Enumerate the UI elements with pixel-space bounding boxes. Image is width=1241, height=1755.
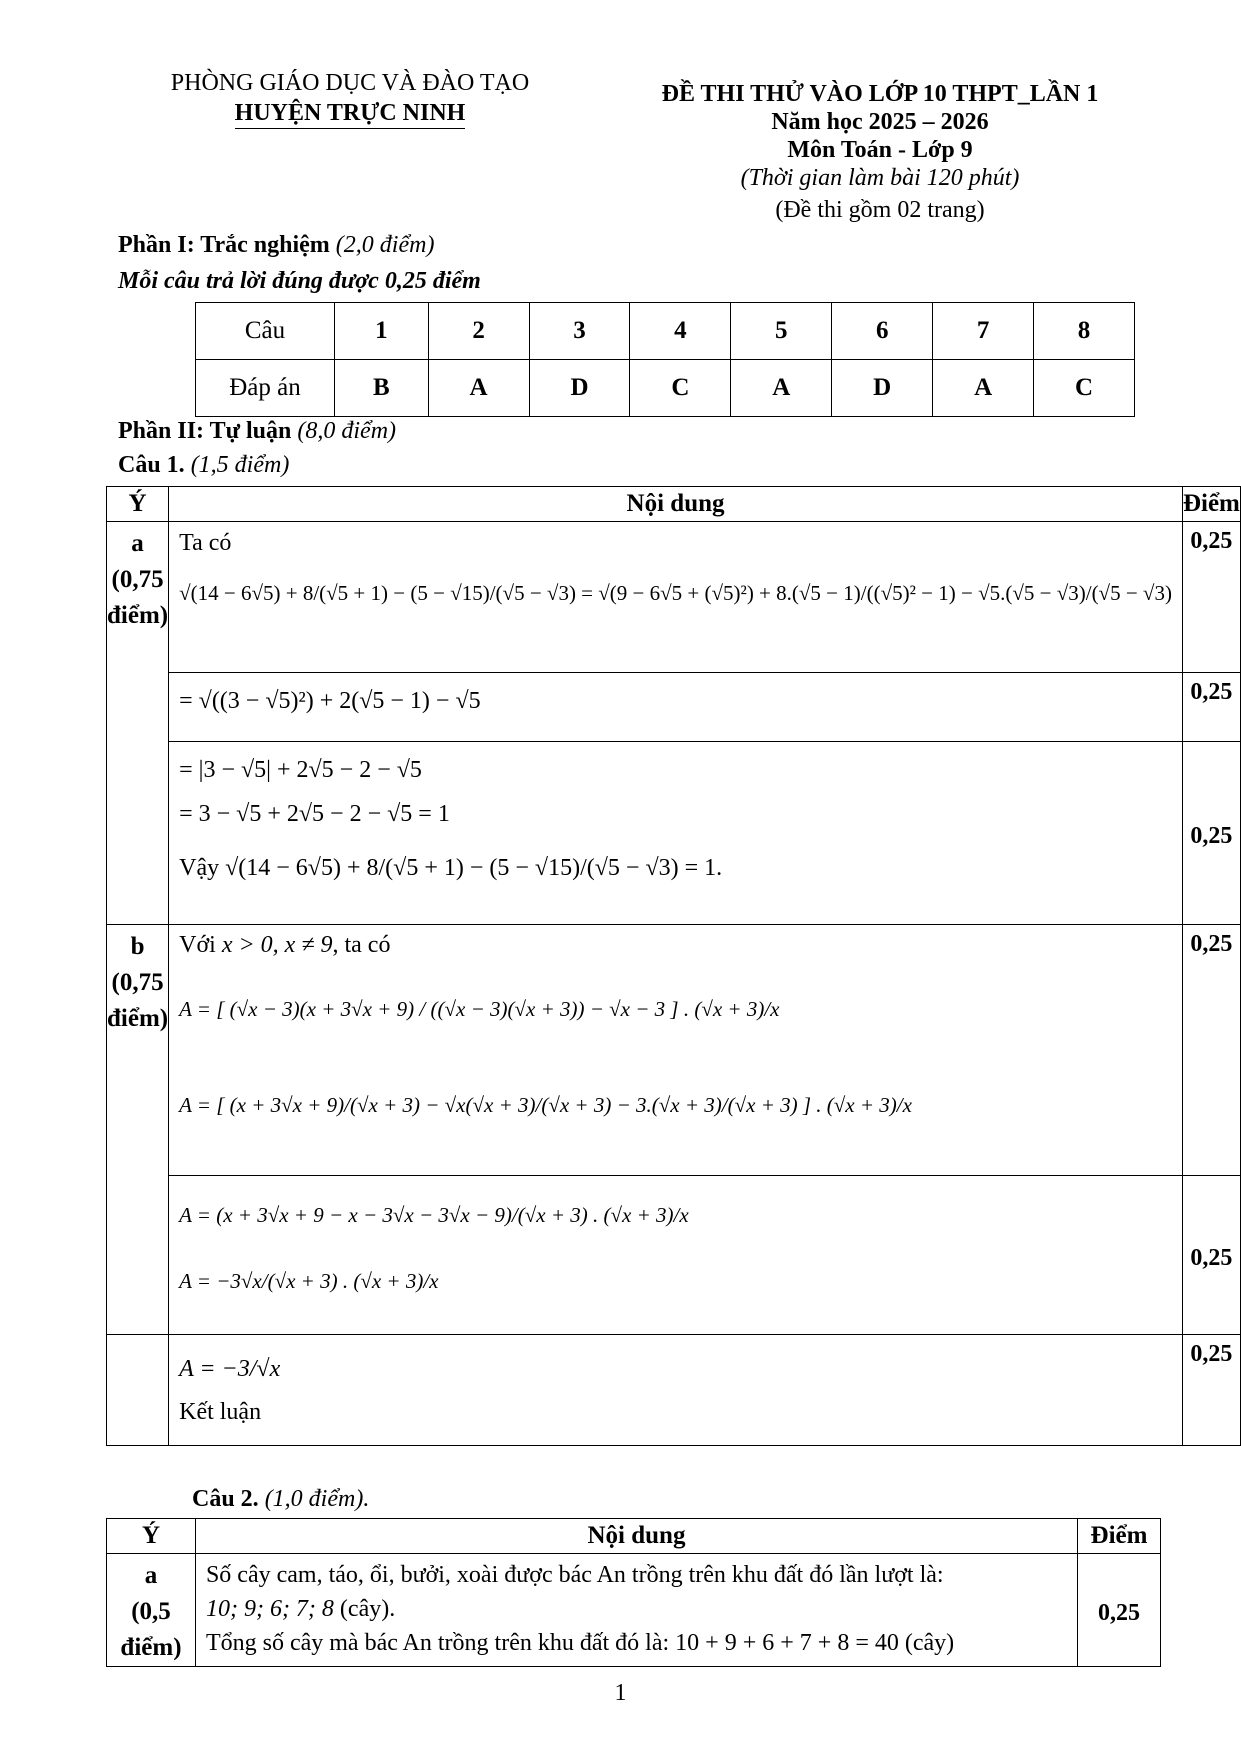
cau1-b-intro-cond: x > 0, x ≠ 9 <box>221 932 333 958</box>
part2-heading <box>118 418 396 445</box>
cau2-a-points2: điểm) <box>120 1634 182 1661</box>
answer-value: C <box>1034 360 1135 417</box>
cau2-a-label-cell <box>107 1554 196 1667</box>
question-number: 8 <box>1034 303 1135 360</box>
header-left <box>140 68 560 129</box>
district-name: HUYỆN TRỰC NINH <box>235 98 466 129</box>
cau1-a-line4: = 3 − √5 + 2√5 − 2 − √5 = 1 <box>179 801 450 827</box>
answer-value: A <box>933 360 1034 417</box>
answer-value: D <box>529 360 630 417</box>
page-number: 1 <box>614 1680 627 1706</box>
exam-title: ĐỀ THI THỬ VÀO LỚP 10 THPT_LẦN 1 <box>661 81 1099 107</box>
cau2-heading <box>192 1486 369 1513</box>
cau1-b-line1: A = [ (√x − 3)(x + 3√x + 9) / ((√x − 3)(√x + 3)) − √x − 3 ] . (√x + 3)/x <box>179 997 780 1021</box>
cau2-a-text3-tail: (cây) <box>904 1630 955 1656</box>
cau1-b-empty-label <box>107 1335 169 1446</box>
col-content: Nội dung <box>195 1519 1077 1554</box>
cau2-a-text2-tail: (cây). <box>339 1596 396 1622</box>
question-number: 1 <box>335 303 429 360</box>
cau1-a-conclude-word: Vậy <box>179 855 220 881</box>
cau1-b-line2: A = [ (x + 3√x + 9)/(√x + 3) − √x(√x + 3)/(√x + 3) − 3.(√x + 3)/(√x + 3) ] . (√x + 3)/x <box>179 1093 912 1117</box>
cau1-a-score2: 0,25 <box>1182 673 1240 742</box>
cau1-b-points: (0,75 <box>111 969 164 996</box>
answer-value: D <box>832 360 933 417</box>
col-points: Điểm <box>1078 1519 1161 1554</box>
col-y: Ý <box>107 487 169 522</box>
cau2-a-text2 <box>206 1592 1067 1626</box>
cau2-header-row <box>107 1519 1161 1554</box>
cau1-a-line1: √(14 − 6√5) + 8/(√5 + 1) − (5 − √15)/(√5 − √3) = √(9 − 6√5 + (√5)²) + 8.(√5 − 1)/((√5)² − 1) − √5.(√5 − √3)/(√5 − √3) <box>179 581 1172 605</box>
cau1-a-intro: Ta có <box>179 530 232 556</box>
cau1-b-row3 <box>107 1335 1241 1446</box>
answer-label: Đáp án <box>196 360 335 417</box>
question-label: Câu <box>196 303 335 360</box>
question-number: 5 <box>731 303 832 360</box>
col-points: Điểm <box>1182 487 1240 522</box>
school-year: Năm học 2025 – 2026 <box>771 109 989 135</box>
cau1-b-line5: A = −3/√x <box>179 1356 281 1382</box>
cau1-a-points: (0,75 <box>111 566 164 593</box>
header-right <box>610 80 1150 228</box>
cau1-a-line5: √(14 − 6√5) + 8/(√5 + 1) − (5 − √15)/(√5 − √3) = 1. <box>225 855 723 881</box>
answer-key-table <box>195 302 1135 417</box>
cau1-heading <box>118 452 289 479</box>
cau2-a-content <box>195 1554 1077 1667</box>
answer-value: C <box>630 360 731 417</box>
part1-subtitle: Mỗi câu trả lời đúng được 0,25 điểm <box>118 268 481 294</box>
cau1-title: Câu 1. <box>118 452 185 478</box>
cau1-points: (1,5 điểm) <box>190 452 290 478</box>
cau1-a-label: a <box>131 530 144 557</box>
cau2-title: Câu 2. <box>192 1486 259 1512</box>
answer-key-question-row <box>196 303 1135 360</box>
answer-value: A <box>428 360 529 417</box>
cau1-b-line3: A = (x + 3√x + 9 − x − 3√x − 3√x − 9)/(√x + 3) . (√x + 3)/x <box>179 1203 689 1227</box>
answer-key-answer-row <box>196 360 1135 417</box>
part1-title: Phần I: Trắc nghiệm <box>118 232 330 258</box>
cau2-a-row <box>107 1554 1161 1667</box>
cau1-a-row1 <box>107 522 1241 673</box>
cau1-b-intro-word: Với <box>179 932 216 958</box>
part1-heading <box>118 232 434 259</box>
cau2-a-points: (0,5 <box>131 1598 171 1625</box>
cau1-a-content1 <box>169 522 1183 673</box>
cau1-a-line3: = |3 − √5| + 2√5 − 2 − √5 <box>179 757 422 783</box>
question-number: 2 <box>428 303 529 360</box>
cau1-b-row2 <box>107 1176 1241 1335</box>
page-count-note: (Đề thi gồm 02 trang) <box>775 197 985 223</box>
cau1-b-content1 <box>169 925 1183 1176</box>
cau1-b-row1 <box>107 925 1241 1176</box>
cau1-a-score3: 0,25 <box>1182 742 1240 925</box>
cau1-a-points2: điểm) <box>107 602 169 629</box>
cau1-b-score2: 0,25 <box>1182 1176 1240 1335</box>
cau2-a-text2-math: 10; 9; 6; 7; 8 <box>205 1596 334 1622</box>
exam-duration: (Thời gian làm bài 120 phút) <box>740 165 1020 191</box>
cau1-header-row <box>107 487 1241 522</box>
cau1-a-line2: = √((3 − √5)²) + 2(√5 − 1) − √5 <box>179 688 481 714</box>
cau1-b-score1: 0,25 <box>1182 925 1240 1176</box>
col-y: Ý <box>107 1519 196 1554</box>
cau1-a-content2 <box>169 673 1183 742</box>
department-name: PHÒNG GIÁO DỤC VÀ ĐÀO TẠO <box>170 70 530 96</box>
cau1-b-content2 <box>169 1176 1183 1335</box>
cau1-b-label: b <box>130 933 145 960</box>
cau2-a-text3-math: 10 + 9 + 6 + 7 + 8 = 40 <box>675 1630 899 1656</box>
cau2-a-text3-prefix: Tổng số cây mà bác An trồng trên khu đất đó là: <box>205 1630 670 1656</box>
cau2-a-text1: Số cây cam, táo, ổi, bưởi, xoài được bác An trồng trên khu đất đó lần lượt là: <box>205 1562 944 1588</box>
cau1-a-label-cell <box>107 522 169 925</box>
cau2-a-text3 <box>206 1626 1067 1660</box>
cau1-table <box>106 486 1241 1446</box>
cau1-b-score3: 0,25 <box>1182 1335 1240 1446</box>
cau1-b-conclude: Kết luận <box>179 1399 262 1425</box>
cau1-a-score1: 0,25 <box>1182 522 1240 673</box>
part2-points: (8,0 điểm) <box>297 418 397 444</box>
question-number: 6 <box>832 303 933 360</box>
cau1-a-conclusion <box>179 836 1172 900</box>
cau1-b-line4: A = −3√x/(√x + 3) . (√x + 3)/x <box>179 1269 439 1293</box>
cau2-table <box>106 1518 1161 1667</box>
cau1-a-row2 <box>107 673 1241 742</box>
cau1-b-points2: điểm) <box>107 1005 169 1032</box>
cau1-b-label-cell <box>107 925 169 1335</box>
cau1-b-intro-tail: , ta có <box>332 932 391 958</box>
question-number: 3 <box>529 303 630 360</box>
question-number: 7 <box>933 303 1034 360</box>
part2-title: Phần II: Tự luận <box>118 418 292 444</box>
cau1-a-row3 <box>107 742 1241 925</box>
answer-value: B <box>335 360 429 417</box>
cau1-b-content3 <box>169 1335 1183 1446</box>
question-number: 4 <box>630 303 731 360</box>
subject: Môn Toán - Lớp 9 <box>787 137 973 163</box>
cau1-a-content3 <box>169 742 1183 925</box>
cau2-points: (1,0 điểm). <box>264 1486 370 1512</box>
col-content: Nội dung <box>169 487 1183 522</box>
cau1-b-intro <box>179 931 1172 959</box>
answer-value: A <box>731 360 832 417</box>
cau2-a-label: a <box>144 1562 158 1589</box>
cau2-a-score: 0,25 <box>1078 1554 1161 1667</box>
part1-points: (2,0 điểm) <box>335 232 435 258</box>
